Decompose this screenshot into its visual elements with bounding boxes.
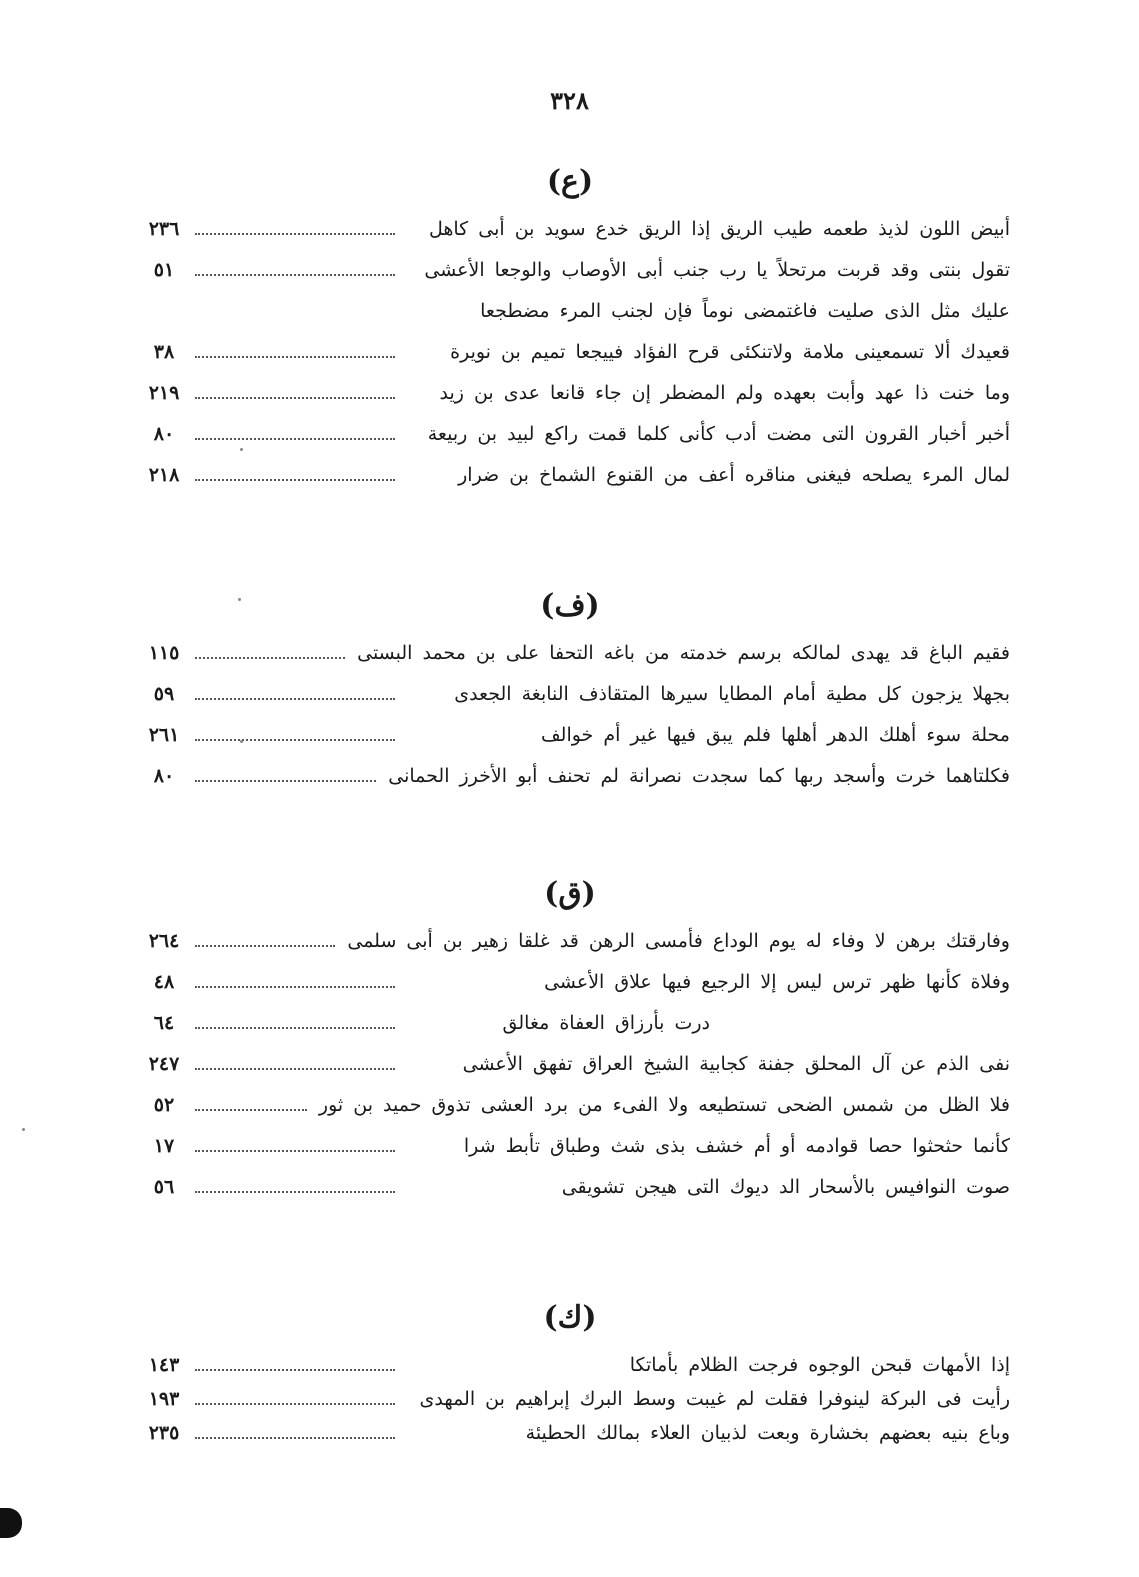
section-fa [130, 578, 1010, 798]
verse-text: فكلتاهما خرت وأسجد ربها كما سجدت نصرانة لم تحنف أبو الأخرز الحمانى [388, 765, 1010, 787]
index-row [130, 1346, 1010, 1380]
page-ref: ٦٤ [153, 1012, 175, 1034]
verse-text: فلا الظل من شمس الضحى تستطيعه ولا الفىء من برد العشى تذوق حميد بن ثور [318, 1094, 1010, 1116]
page-ref: ٢٣٥ [148, 1422, 180, 1444]
verse-text: صوت النوافيس بالأسحار الد ديوك التى هيجن تشويقى [561, 1176, 1010, 1198]
verse-text: درت بأرزاق العفاة مغالق [502, 1012, 710, 1034]
section-letter: (ك) [543, 1300, 597, 1335]
index-row [130, 963, 1010, 1004]
page-ref: ١٤٣ [148, 1354, 180, 1376]
scan-speck [22, 1128, 25, 1131]
page-ref: ٢٦١ [148, 724, 180, 746]
verse-text: وفارقتك برهن لا وفاء له يوم الوداع فأمسى الرهن قد غلقا زهير بن أبى سلمى [347, 930, 1010, 952]
index-row [130, 675, 1010, 716]
index-row [130, 1127, 1010, 1168]
leader-dots [195, 1181, 395, 1193]
verse-text: فقيم الباغ قد يهدى لمالكه برسم خدمته من باغه التحفا على بن محمد البستى [357, 642, 1010, 664]
leader-dots [195, 1427, 395, 1439]
verse-text: أخبر أخبار القرون التى مضت أدب كأنى كلما قمت راكع لبيد بن ربيعة [427, 423, 1010, 445]
leader-dots [195, 387, 395, 399]
scan-speck [240, 740, 243, 743]
leader-dots [195, 1140, 395, 1152]
index-row [130, 333, 1010, 374]
leader-dots [195, 935, 335, 947]
leader-dots [195, 1099, 307, 1111]
index-row [130, 456, 1010, 497]
leader-dots [195, 1359, 395, 1371]
index-row [130, 634, 1010, 675]
section-ain [130, 154, 1010, 497]
verse-text: تقول بنتى وقد قربت مرتحلاً يا رب جنب أبى الأوصاب والوجعا الأعشى [424, 259, 1010, 281]
leader-dots [195, 647, 345, 659]
leader-dots [195, 469, 395, 481]
scan-corner-mark [0, 1508, 22, 1538]
index-row [130, 1414, 1010, 1448]
page-ref: ١١٥ [148, 642, 180, 664]
verse-text: بجهلا يزجون كل مطية أمام المطايا سيرها المتقاذف النابغة الجعدى [454, 683, 1010, 705]
page-ref: ٥٩ [153, 683, 175, 705]
index-row [130, 922, 1010, 963]
page-ref: ٥١ [153, 259, 175, 281]
page-ref: ٢٣٦ [148, 218, 180, 240]
page-ref: ٣٨ [153, 341, 175, 363]
index-row [130, 415, 1010, 456]
page-ref: ١٩٣ [148, 1388, 180, 1410]
verse-text: محلة سوء أهلك الدهر أهلها فلم يبق فيها غير أم خوالف [540, 724, 1010, 746]
index-row [130, 292, 1010, 333]
verse-text: وباع بنيه بعضهم بخشارة وبعت لذبيان العلاء بمالك الحطيئة [525, 1422, 1010, 1444]
scan-speck [240, 448, 243, 451]
index-row [130, 251, 1010, 292]
verse-text: قعيدك ألا تسمعينى ملامة ولاتنكئى قرح الفؤاد فييجعا تميم بن نويرة [450, 341, 1010, 363]
index-row [130, 374, 1010, 415]
verse-text: وفلاة كأنها ظهر ترس ليس إلا الرجيع فيها علاق الأعشى [544, 971, 1010, 993]
leader-dots [195, 976, 395, 988]
page-ref: ٨٠ [153, 423, 175, 445]
page-ref: ٨٠ [153, 765, 175, 787]
section-letter: (ف) [540, 588, 600, 623]
verse-text: وما خنت ذا عهد وأبت بعهده ولم المضطر إن جاء قانعا عدى بن زيد [439, 382, 1010, 404]
page-ref: ٢٦٤ [148, 930, 180, 952]
index-row [130, 1045, 1010, 1086]
index-row [130, 1004, 1010, 1045]
leader-dots [195, 1393, 395, 1405]
page-ref: ٥٦ [153, 1176, 175, 1198]
index-row [130, 1086, 1010, 1127]
page-ref: ٤٨ [153, 971, 175, 993]
index-row [130, 757, 1010, 798]
leader-dots [195, 346, 395, 358]
leader-dots [195, 770, 376, 782]
verse-text: نفى الذم عن آل المحلق جفنة كجابية الشيخ العراق تفهق الأعشى [462, 1053, 1010, 1075]
page-ref: ١٧ [153, 1135, 175, 1157]
leader-dots [195, 688, 395, 700]
verse-text: أبيض اللون لذيذ طعمه طيب الريق إذا الريق خدع سويد بن أبى كاهل [428, 218, 1010, 240]
section-letter: (ق) [544, 876, 596, 911]
verse-text: كأنما حثحثوا حصا قوادمه أو أم خشف بذى شث وطباق تأبط شرا [463, 1135, 1010, 1157]
verse-text: رأيت فى البركة لينوفرا فقلت لم غيبت وسط البرك إبراهيم بن المهدى [419, 1388, 1010, 1410]
page-ref: ٢٤٧ [148, 1053, 180, 1075]
leader-dots [195, 1058, 395, 1070]
verse-text: لمال المرء يصلحه فيغنى مناقره أعف من القنوع الشماخ بن ضرار [458, 464, 1010, 486]
verse-text: عليك مثل الذى صليت فاغتمضى نوماً فإن لجنب المرء مضطجعا [480, 300, 1010, 322]
leader-dots [195, 729, 395, 741]
leader-dots [195, 223, 395, 235]
section-letter: (ع) [546, 164, 594, 199]
leader-dots [195, 264, 395, 276]
index-row [130, 716, 1010, 757]
index-row [130, 210, 1010, 251]
page-ref: ٥٢ [153, 1094, 175, 1116]
section-qaf [130, 866, 1010, 1209]
verse-text: إذا الأمهات قبحن الوجوه فرجت الظلام بأماتكا [629, 1354, 1010, 1376]
page-ref: ٢١٩ [148, 382, 180, 404]
index-row [130, 1168, 1010, 1209]
section-kaf [130, 1290, 1010, 1448]
scan-speck [238, 598, 241, 601]
page-number: ٣٢٨ [550, 86, 589, 115]
leader-dots [195, 1017, 395, 1029]
leader-dots [195, 428, 395, 440]
index-row [130, 1380, 1010, 1414]
page-ref: ٢١٨ [148, 464, 180, 486]
